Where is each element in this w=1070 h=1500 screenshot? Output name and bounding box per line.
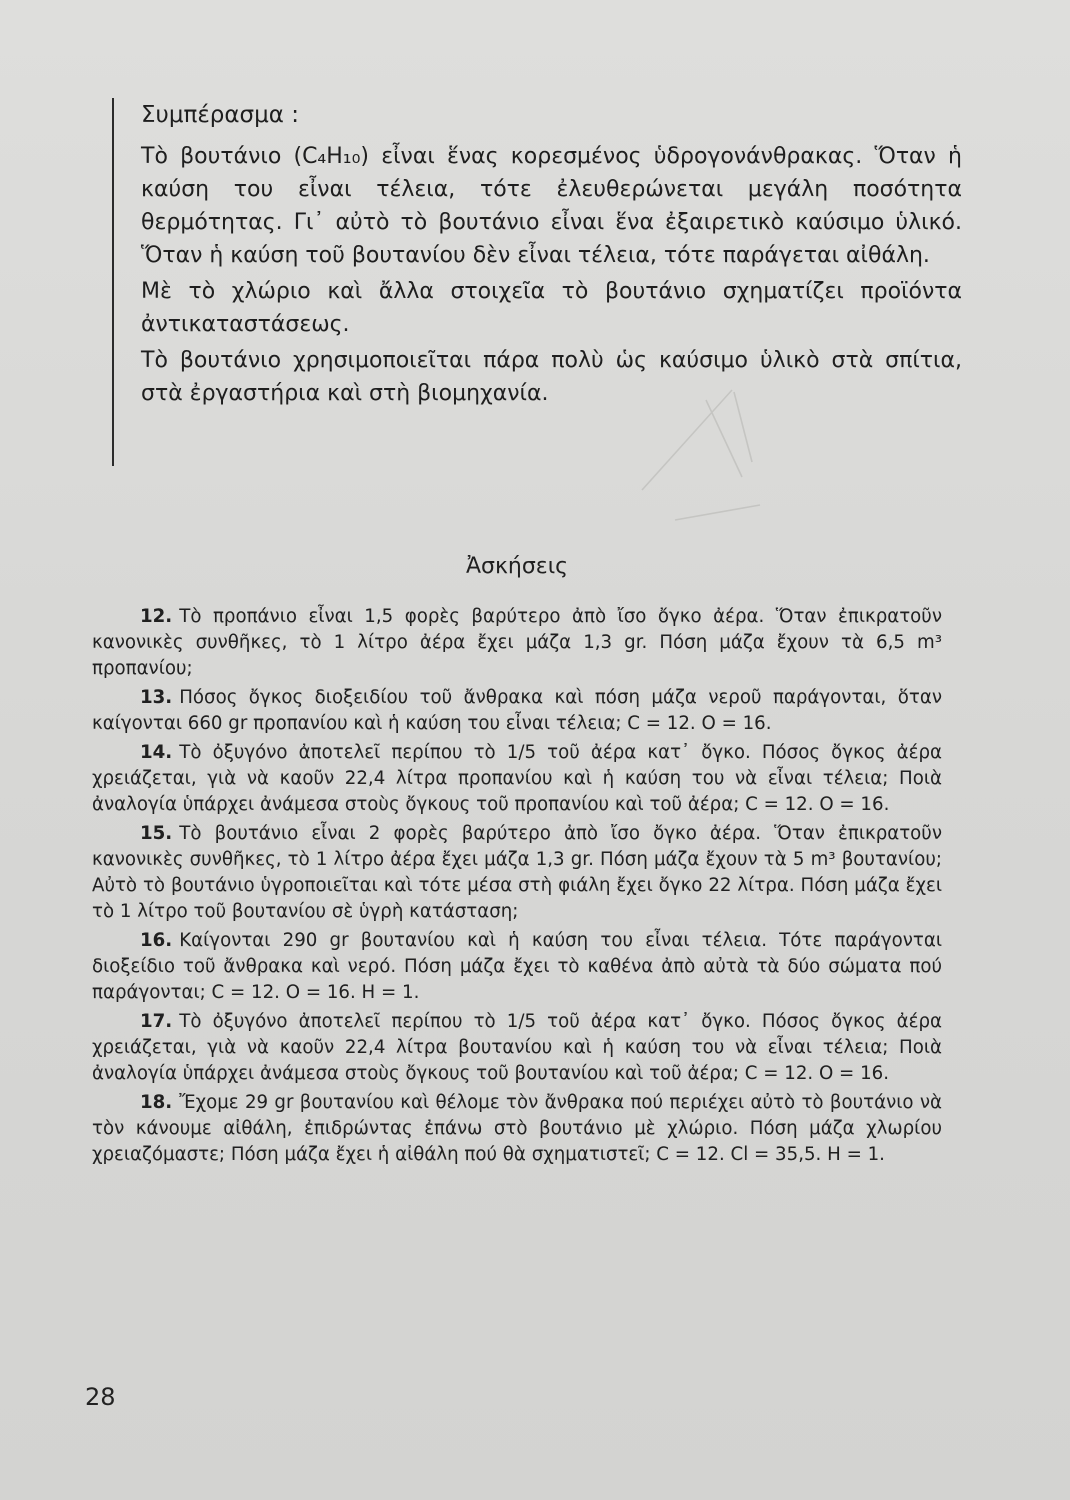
pencil-mark-line-d <box>675 505 760 520</box>
exercises-title: Ἀσκήσεις <box>465 554 569 579</box>
exercise-text: Τὸ ὀξυγόνο ἀποτελεῖ περίπου τὸ 1/5 τοῦ ἀέρα κατ᾽ ὄγκο. Πόσος ὄγκος ἀέρα χρειάζεται, γιὰ νὰ καοῦν 22,4 λίτρα βουτανίου καὶ ἡ καύση του νὰ εἶναι τέλεια; Ποιὰ ἀναλογία ὑπάρχει ἀνάμεσα στοὺς ὄγκους τοῦ βουτανίου καὶ τοῦ ἀέρα; C = 12. O = 16. <box>92 1011 942 1084</box>
summary-section <box>112 98 962 466</box>
exercise-text: Καίγονται 290 gr βουτανίου καὶ ἡ καύση του εἶναι τέλεια. Τότε παράγονται διοξείδιο τοῦ ἄνθρακα καὶ νερό. Πόση μάζα ἔχει τὸ καθένα ἀπὸ αὐτὰ τὰ δύο σώματα πού παράγονται; C = 12. O = 16. H = 1. <box>92 930 942 1003</box>
exercise-number: 14. <box>140 742 173 763</box>
exercise-number: 15. <box>140 823 173 844</box>
exercise-item <box>92 685 942 737</box>
exercise-text: Τὸ βουτάνιο εἶναι 2 φορὲς βαρύτερο ἀπὸ ἴσο ὄγκο ἀέρα. Ὅταν ἐπικρατοῦν κανονικὲς συνθῆκες, τὸ 1 λίτρο ἀέρα ἔχει μάζα 1,3 gr. Πόση μάζα ἔχουν τὰ 5 m³ βουτανίου; Αὐτὸ τὸ βουτάνιο ὑγροποιεῖται καὶ τότε μέσα στὴ φιάλη ἔχει ὄγκο 22 λίτρα. Πόση μάζα ἔχει τὸ 1 λίτρο τοῦ βουτανίου σὲ ὑγρὴ κατάσταση; <box>92 823 942 922</box>
summary-paragraph-3: Τὸ βουτάνιο χρησιμοποιεῖται πάρα πολὺ ὡς καύσιμο ὑλικὸ στὰ σπίτια, στὰ ἐργαστήρια καὶ στὴ βιομηχανία. <box>141 348 962 406</box>
summary-paragraph-2: Μὲ τὸ χλώριο καὶ ἄλλα στοιχεῖα τὸ βουτάνιο σχηματίζει προϊόντα ἀντικαταστάσεως. <box>141 279 962 337</box>
exercise-number: 13. <box>140 687 173 708</box>
summary-title: Συμπέρασμα : <box>141 102 299 128</box>
exercise-item <box>92 740 942 818</box>
exercise-text: Τὸ προπάνιο εἶναι 1,5 φορὲς βαρύτερο ἀπὸ ἴσο ὄγκο ἀέρα. Ὅταν ἐπικρατοῦν κανονικὲς συνθῆκες, τὸ 1 λίτρο ἀέρα ἔχει μάζα 1,3 gr. Πόση μάζα ἔχουν τὰ 6,5 m³ προπανίου; <box>92 606 942 679</box>
exercise-number: 17. <box>140 1011 173 1032</box>
exercise-text: Πόσος ὄγκος διοξειδίου τοῦ ἄνθρακα καὶ πόση μάζα νεροῦ παράγονται, ὅταν καίγονται 660 gr προπανίου καὶ ἡ καύση του εἶναι τέλεια; C = 12. O = 16. <box>92 687 942 734</box>
exercise-number: 18. <box>140 1092 173 1113</box>
exercise-item <box>92 928 942 1006</box>
exercises-section <box>92 550 942 1171</box>
page-number: 28 <box>85 1383 116 1411</box>
exercise-text: Τὸ ὀξυγόνο ἀποτελεῖ περίπου τὸ 1/5 τοῦ ἀέρα κατ᾽ ὄγκο. Πόσος ὄγκος ἀέρα χρειάζεται, γιὰ νὰ καοῦν 22,4 λίτρα προπανίου καὶ ἡ καύση του νὰ εἶναι τέλεια; Ποιὰ ἀναλογία ὑπάρχει ἀνάμεσα στοὺς ὄγκους τοῦ προπανίου καὶ τοῦ ἀέρα; C = 12. O = 16. <box>92 742 942 815</box>
summary-paragraph-1: Τὸ βουτάνιο (C₄H₁₀) εἶναι ἕνας κορεσμένος ὑδρογονάνθρακας. Ὅταν ἡ καύση του εἶναι τέλεια, τότε ἐλευθερώνεται μεγάλη ποσότητα θερμότητας. Γι᾽ αὐτὸ τὸ βουτάνιο εἶναι ἕνα ἐξαιρετικὸ καύσιμο ὑλικό. Ὅταν ἡ καύση τοῦ βουτανίου δὲν εἶναι τέλεια, τότε παράγεται αἰθάλη. <box>141 144 962 268</box>
exercise-item <box>92 604 942 682</box>
exercise-number: 16. <box>140 930 173 951</box>
exercise-text: Ἔχομε 29 gr βουτανίου καὶ θέλομε τὸν ἄνθρακα πού περιέχει αὐτὸ τὸ βουτάνιο νὰ τὸν κάνουμε αἰθάλη, ἐπιδρώντας ἐπάνω στὸ βουτάνιο μὲ χλώριο. Πόση μάζα χλωρίου χρειαζόμαστε; Πόση μάζα ἔχει ἡ αἰθάλη πού θὰ σχηματιστεῖ; C = 12. Cl = 35,5. H = 1. <box>92 1092 942 1165</box>
exercise-item <box>92 1009 942 1087</box>
exercise-item <box>92 821 942 925</box>
exercise-number: 12. <box>140 606 173 627</box>
exercise-item <box>92 1090 942 1168</box>
